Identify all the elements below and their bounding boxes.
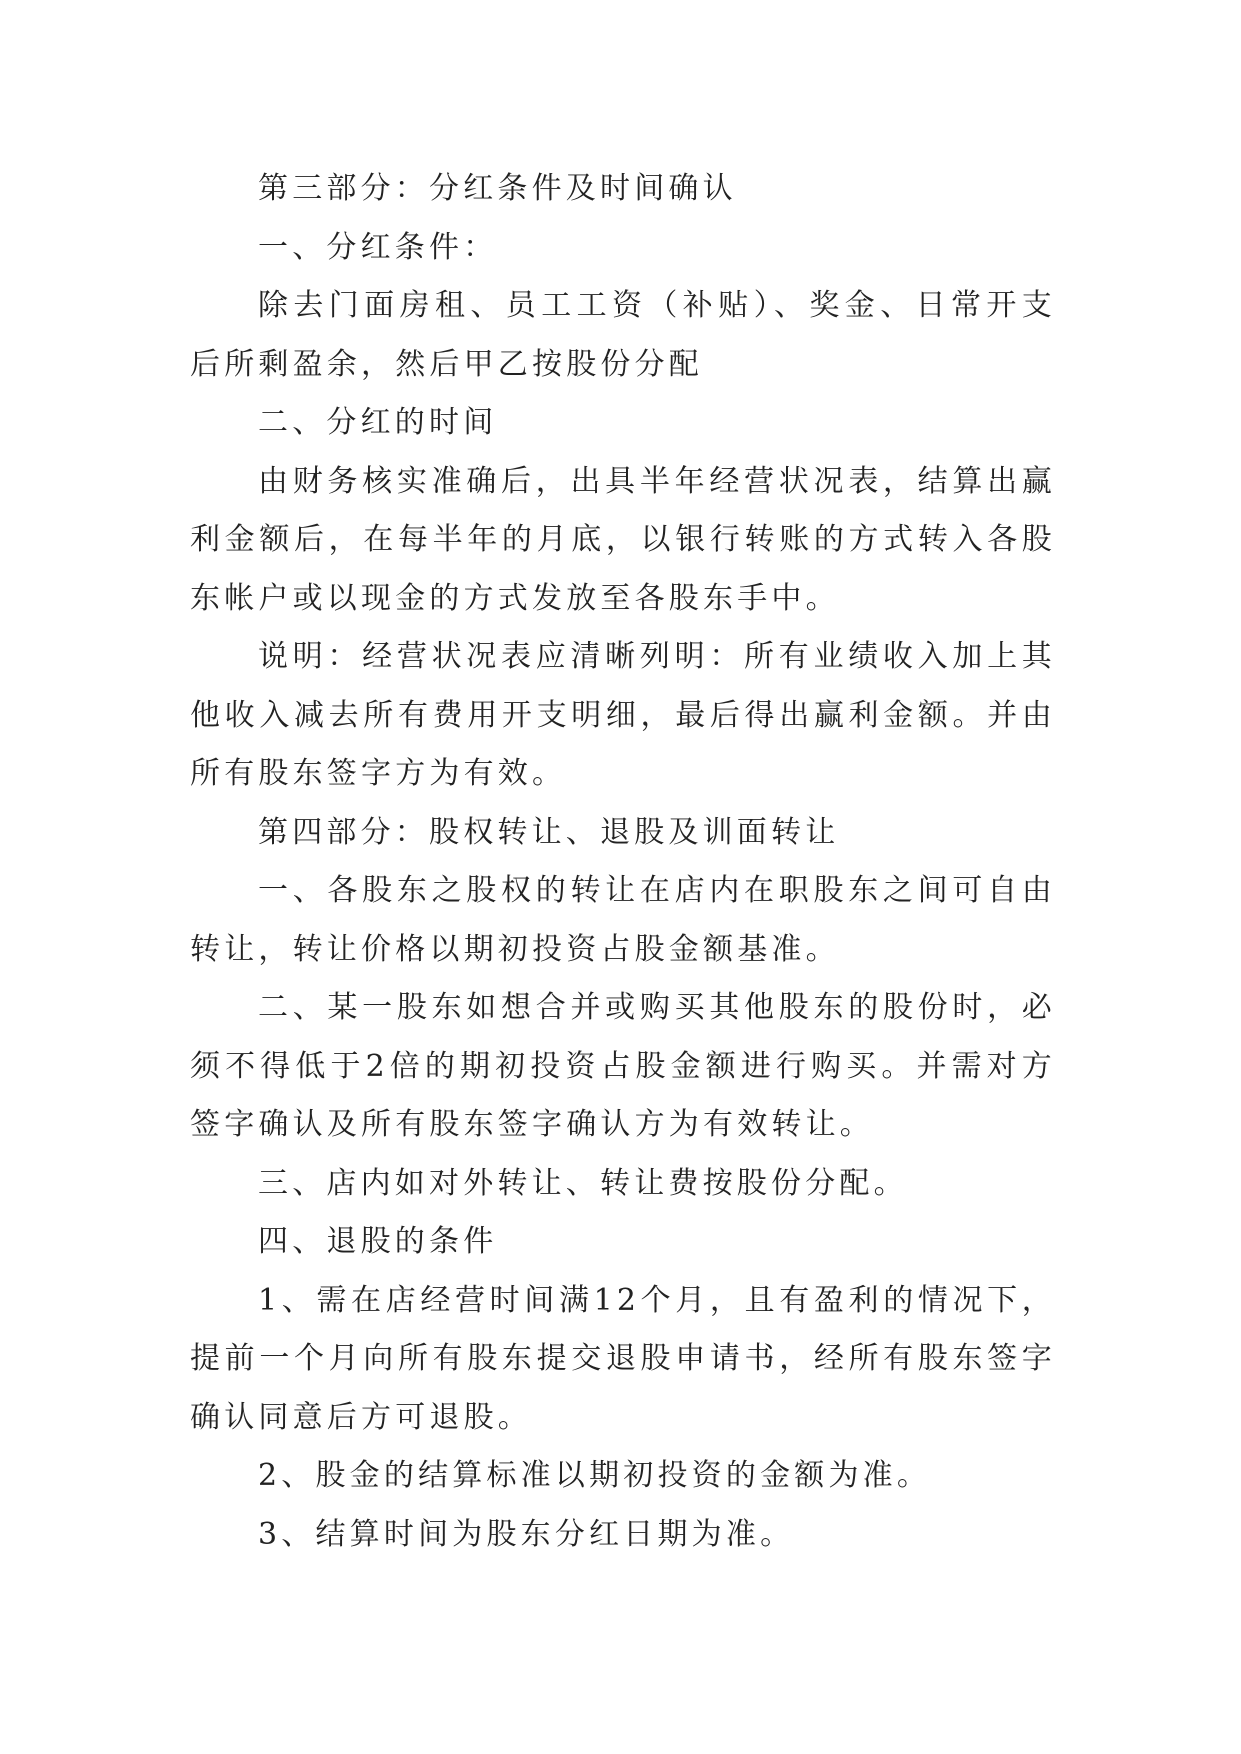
- section-heading: 第四部分：股权转让、退股及训面转让: [258, 814, 840, 850]
- body-paragraph: 除去门面房租、员工工资（补贴）、奖金、日常开支后所剩盈余，然后甲乙按股份分配: [190, 288, 1056, 382]
- body-paragraph: 二、某一股东如想合并或购买其他股东的股份时，必须不得低于2倍的期初投资占股金额进行购买。并需对方签字确认及所有股东签字确认方为有效转让。: [190, 990, 1056, 1142]
- clause-heading: 一、分红条件：: [258, 229, 498, 265]
- section-heading: 第三部分：分红条件及时间确认: [258, 171, 737, 206]
- clause-heading: 四、退股的条件: [258, 1224, 498, 1259]
- body-paragraph: 由财务核实准确后，出具半年经营状况表，结算出赢利金额后，在每半年的月底，以银行转账的方式转入各股东帐户或以现金的方式发放至各股东手中。: [190, 463, 1056, 616]
- body-paragraph: 3、结算时间为股东分红日期为准。: [258, 1516, 795, 1552]
- body-paragraph: 1、需在店经营时间满12个月，且有盈利的情况下，提前一个月向所有股东提交退股申请书，经所有股东签字确认同意后方可退股。: [190, 1282, 1056, 1435]
- body-paragraph: 2、股金的结算标准以期初投资的金额为准。: [258, 1458, 932, 1493]
- clause-heading: 二、分红的时间: [258, 405, 498, 440]
- body-paragraph: 三、店内如对外转让、转让费按股份分配。: [258, 1165, 908, 1201]
- body-paragraph: 一、各股东之股权的转让在店内在职股东之间可自由转让，转让价格以期初投资占股金额基准。: [190, 873, 1056, 967]
- document-page: [190, 160, 1056, 1564]
- body-paragraph: 说明：经营状况表应清晰列明：所有业绩收入加上其他收入减去所有费用开支明细，最后得出赢利金额。并由所有股东签字方为有效。: [190, 639, 1056, 791]
